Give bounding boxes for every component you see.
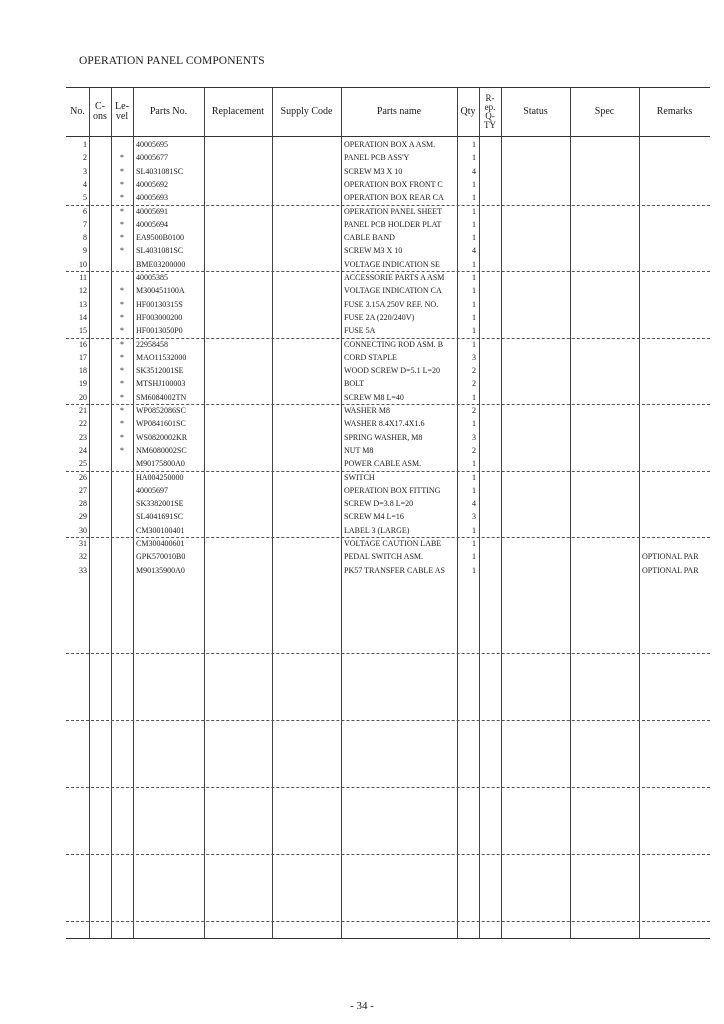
table-row <box>66 564 710 577</box>
cell-level: * <box>120 352 124 362</box>
cell-parts-name: PK57 TRANSFER CABLE AS <box>344 565 445 575</box>
cell-no: 16 <box>79 339 87 349</box>
cell-parts-no: SL4041691SC <box>136 512 184 522</box>
cell-parts-no: HF00130315S <box>136 299 183 309</box>
table-row <box>66 417 710 430</box>
cell-parts-name: OPERATION BOX REAR CA <box>344 193 444 203</box>
cell-no: 14 <box>79 312 87 322</box>
cell-remarks <box>642 138 710 151</box>
cell-parts-no: WP0852086SC <box>136 406 186 415</box>
cell-qty: 4 <box>472 499 476 509</box>
cell-level <box>111 271 133 284</box>
cell-parts-name: POWER CABLE ASM. <box>344 459 422 469</box>
cell-qty: 1 <box>472 273 476 282</box>
table-row <box>66 138 710 151</box>
cell-qty: 1 <box>472 299 476 309</box>
cell-parts-name: SCREW M8 L=40 <box>344 392 404 402</box>
table-row <box>66 231 710 244</box>
cell-qty: 2 <box>472 406 476 415</box>
header-replacement: Replacement <box>211 106 265 117</box>
cell-remarks <box>642 457 710 470</box>
cell-parts-no: 40005695 <box>136 140 168 149</box>
cell-remarks <box>642 351 710 364</box>
group-separator <box>66 921 710 922</box>
cell-qty: 1 <box>472 339 476 349</box>
cell-no: 28 <box>79 499 87 509</box>
header-parts-name: Parts name <box>376 106 422 117</box>
cell-parts-no: SL4031081SC <box>136 166 184 176</box>
cell-qty: 1 <box>472 286 476 296</box>
cell-parts-no: MAO11532000 <box>136 352 187 362</box>
cell-parts-name: FUSE 3.15A 250V REF. NO. <box>344 299 439 309</box>
cell-parts-no: GPK570010B0 <box>136 552 186 562</box>
cell-level <box>111 484 133 497</box>
cell-remarks <box>642 205 710 218</box>
cell-parts-name: CORD STAPLE <box>344 352 397 362</box>
header-rep-qty: R- ep. Q- TY <box>484 93 496 130</box>
cell-no: 32 <box>79 552 87 562</box>
table-row <box>66 364 710 377</box>
header-remarks: Remarks <box>656 106 693 117</box>
cell-parts-name: SCREW M4 L=16 <box>344 512 404 522</box>
group-separator <box>66 404 710 405</box>
header-cons: C- ons <box>93 101 107 122</box>
cell-parts-no: SM6084002TN <box>136 392 187 402</box>
table-row <box>66 524 710 537</box>
cell-qty: 1 <box>472 140 476 149</box>
cell-parts-name: PANEL PCB HOLDER PLAT <box>344 219 442 229</box>
cell-level: * <box>120 166 124 176</box>
header-no: No. <box>70 106 85 117</box>
cell-level: * <box>120 392 124 402</box>
table-row <box>66 471 710 484</box>
cell-parts-name: CONNECTING ROD ASM. B <box>344 339 444 349</box>
cell-parts-name: SWITCH <box>344 472 375 482</box>
table-row <box>66 550 710 563</box>
table-row <box>66 484 710 497</box>
cell-qty: 1 <box>472 565 476 575</box>
cell-qty: 1 <box>472 153 476 163</box>
cell-no: 3 <box>83 166 87 176</box>
cell-parts-no: M90175800A0 <box>136 459 185 469</box>
header-level: Le- vel <box>115 101 129 122</box>
cell-remarks <box>642 244 710 257</box>
cell-level: * <box>120 326 124 336</box>
table-row <box>66 324 710 337</box>
cell-parts-no: BME03200000 <box>136 259 186 269</box>
cell-qty: 1 <box>472 193 476 203</box>
group-separator <box>66 653 710 654</box>
cell-qty: 1 <box>472 312 476 322</box>
cell-no: 10 <box>79 259 87 269</box>
group-separator <box>66 537 710 538</box>
cell-remarks <box>642 510 710 523</box>
cell-parts-name: PANEL PCB ASS'Y <box>344 153 410 163</box>
table-row <box>66 457 710 470</box>
cell-remarks <box>642 497 710 510</box>
group-separator <box>66 720 710 721</box>
cell-parts-name: CABLE BAND <box>344 233 395 243</box>
cell-level: * <box>120 153 124 163</box>
cell-parts-no: CM300400601 <box>136 539 185 548</box>
cell-level: * <box>120 193 124 203</box>
cell-level <box>111 550 133 563</box>
cell-parts-no: SL4031081SC <box>136 246 184 256</box>
cell-remarks <box>642 338 710 351</box>
cell-no: 8 <box>83 233 87 243</box>
cell-no: 2 <box>83 153 87 163</box>
cell-remarks <box>642 258 710 271</box>
cell-level: * <box>120 339 124 349</box>
cell-no: 7 <box>83 219 87 229</box>
cell-qty: 1 <box>472 219 476 229</box>
group-separator <box>66 338 710 339</box>
cell-parts-no: 40005692 <box>136 179 168 189</box>
cell-qty: 4 <box>472 166 476 176</box>
table-header <box>66 88 710 137</box>
table-row <box>66 218 710 231</box>
cell-remarks <box>642 271 710 284</box>
table-row <box>66 258 710 271</box>
cell-parts-no: M300451100A <box>136 286 185 296</box>
cell-no: 17 <box>79 352 87 362</box>
cell-parts-no: CM300100401 <box>136 525 185 535</box>
group-separator <box>66 787 710 788</box>
cell-parts-no: EA9500B0100 <box>136 233 184 243</box>
cell-level <box>111 471 133 484</box>
cell-parts-no: HF003000200 <box>136 312 183 322</box>
table-row <box>66 165 710 178</box>
cell-parts-name: VOLTAGE INDICATION SE <box>344 259 440 269</box>
cell-qty: 3 <box>472 512 476 522</box>
cell-no: 12 <box>79 286 87 296</box>
cell-parts-name: VOLTAGE CAUTION LABE <box>344 539 442 548</box>
table-row <box>66 191 710 204</box>
cell-no: 27 <box>79 485 87 495</box>
table-row <box>66 271 710 284</box>
cell-parts-name: SCREW M3 X 10 <box>344 246 403 256</box>
cell-remarks <box>642 404 710 417</box>
cell-qty: 1 <box>472 485 476 495</box>
cell-no: 15 <box>79 326 87 336</box>
cell-level: * <box>120 379 124 389</box>
cell-parts-no: SK3382001SE <box>136 499 184 509</box>
cell-remarks <box>642 484 710 497</box>
cell-parts-name: VOLTAGE INDICATION CA <box>344 286 442 296</box>
cell-remarks <box>642 417 710 430</box>
cell-level: * <box>120 445 124 455</box>
cell-parts-name: ACCESSORIE PARTS A ASM <box>344 273 445 282</box>
cell-remarks <box>642 231 710 244</box>
cell-parts-no: MTSHJ100003 <box>136 379 186 389</box>
cell-parts-no: WP0841601SC <box>136 419 186 429</box>
cell-parts-no: M90135900A0 <box>136 565 185 575</box>
cell-remarks <box>642 324 710 337</box>
cell-qty: 4 <box>472 246 476 256</box>
cell-level: * <box>120 432 124 442</box>
cell-level: * <box>120 419 124 429</box>
cell-parts-no: 22958458 <box>136 339 168 349</box>
cell-no: 33 <box>79 565 87 575</box>
cell-parts-no: SK3512001SE <box>136 366 184 376</box>
cell-no: 31 <box>79 539 87 548</box>
cell-qty: 1 <box>472 259 476 269</box>
table-row <box>66 351 710 364</box>
cell-remarks <box>642 191 710 204</box>
cell-level <box>111 564 133 577</box>
cell-no: 29 <box>79 512 87 522</box>
table-row <box>66 298 710 311</box>
cell-parts-name: OPERATION BOX FITTING <box>344 485 441 495</box>
table-row <box>66 537 710 550</box>
cell-qty: 2 <box>472 366 476 376</box>
cell-qty: 1 <box>472 459 476 469</box>
cell-parts-no: 40005691 <box>136 206 168 216</box>
header-spec: Spec <box>594 106 615 117</box>
cell-level: * <box>120 299 124 309</box>
cell-parts-no: 40005697 <box>136 485 168 495</box>
cell-no: 30 <box>79 525 87 535</box>
cell-qty: 1 <box>472 326 476 336</box>
cell-qty: 2 <box>472 445 476 455</box>
cell-level: * <box>120 246 124 256</box>
cell-parts-no: NM6080002SC <box>136 445 187 455</box>
cell-remarks <box>642 444 710 457</box>
cell-qty: 1 <box>472 539 476 548</box>
table-row <box>66 431 710 444</box>
cell-remarks <box>642 218 710 231</box>
cell-no: 6 <box>83 206 87 216</box>
cell-parts-name: WASHER 8.4X17.4X1.6 <box>344 419 425 429</box>
table-row <box>66 338 710 351</box>
cell-no: 4 <box>83 179 87 189</box>
cell-level: * <box>120 179 124 189</box>
cell-remarks <box>642 471 710 484</box>
cell-parts-name: PEDAL SWITCH ASM. <box>344 552 424 562</box>
cell-remarks <box>642 151 710 164</box>
cell-remarks <box>642 311 710 324</box>
cell-parts-name: SCREW M3 X 10 <box>344 166 403 176</box>
table-row <box>66 311 710 324</box>
cell-remarks <box>642 431 710 444</box>
cell-no: 19 <box>79 379 87 389</box>
cell-level <box>111 524 133 537</box>
table-row <box>66 377 710 390</box>
cell-no: 11 <box>79 273 87 282</box>
cell-level: * <box>120 233 124 243</box>
cell-parts-name: BOLT <box>344 379 365 389</box>
cell-level <box>111 510 133 523</box>
table-row <box>66 244 710 257</box>
cell-parts-no: WS0820002KR <box>136 432 188 442</box>
cell-no: 24 <box>79 445 87 455</box>
cell-remarks: OPTIONAL PAR <box>642 552 699 562</box>
cell-level <box>111 138 133 151</box>
cell-remarks: OPTIONAL PAR <box>642 565 699 575</box>
cell-level <box>111 457 133 470</box>
cell-level: * <box>120 206 124 216</box>
cell-qty: 1 <box>472 419 476 429</box>
header-status: Status <box>523 106 548 117</box>
table-row <box>66 205 710 218</box>
cell-remarks <box>642 364 710 377</box>
cell-no: 25 <box>79 459 87 469</box>
cell-parts-no: 40005385 <box>136 273 168 282</box>
cell-level: * <box>120 219 124 229</box>
header-parts-no: Parts No. <box>149 106 188 117</box>
cell-parts-no: HF0013050P0 <box>136 326 183 336</box>
cell-no: 5 <box>83 193 87 203</box>
cell-parts-no: 40005677 <box>136 153 168 163</box>
cell-parts-name: FUSE 2A (220/240V) <box>344 312 415 322</box>
cell-parts-name: WASHER M8 <box>344 406 391 415</box>
cell-qty: 1 <box>472 472 476 482</box>
cell-level <box>111 497 133 510</box>
cell-level: * <box>120 312 124 322</box>
cell-no: 18 <box>79 366 87 376</box>
table-row <box>66 510 710 523</box>
table-row <box>66 151 710 164</box>
table-row <box>66 178 710 191</box>
cell-parts-name: OPERATION BOX A ASM. <box>344 140 436 149</box>
cell-qty: 2 <box>472 379 476 389</box>
cell-parts-name: OPERATION PANEL SHEET <box>344 206 443 216</box>
header-supply-code: Supply Code <box>280 106 333 117</box>
cell-remarks <box>642 377 710 390</box>
cell-parts-name: SCREW D=3.8 L=20 <box>344 499 414 509</box>
cell-parts-name: LABEL 3 (LARGE) <box>344 525 410 535</box>
cell-qty: 1 <box>472 525 476 535</box>
cell-parts-name: WOOD SCREW D=5.1 L=20 <box>344 366 440 376</box>
cell-level <box>111 537 133 550</box>
cell-parts-name: NUT M8 <box>344 445 374 455</box>
cell-parts-name: OPERATION BOX FRONT C <box>344 179 443 189</box>
cell-remarks <box>642 178 710 191</box>
cell-no: 22 <box>79 419 87 429</box>
cell-parts-no: 40005694 <box>136 219 168 229</box>
cell-level <box>111 258 133 271</box>
cell-qty: 1 <box>472 233 476 243</box>
page-number: - 34 - <box>350 1000 374 1012</box>
cell-remarks <box>642 165 710 178</box>
table-row <box>66 404 710 417</box>
cell-remarks <box>642 298 710 311</box>
cell-no: 1 <box>83 140 87 149</box>
group-separator <box>66 854 710 855</box>
cell-parts-no: HA004250000 <box>136 472 184 482</box>
cell-remarks <box>642 524 710 537</box>
parts-table <box>66 87 710 939</box>
table-row <box>66 284 710 297</box>
table-row <box>66 444 710 457</box>
cell-no: 23 <box>79 432 87 442</box>
table-row <box>66 391 710 404</box>
cell-remarks <box>642 284 710 297</box>
cell-level: * <box>120 366 124 376</box>
cell-qty: 1 <box>472 179 476 189</box>
cell-no: 26 <box>79 472 87 482</box>
cell-no: 21 <box>79 406 87 415</box>
cell-qty: 1 <box>472 552 476 562</box>
cell-remarks <box>642 391 710 404</box>
cell-parts-name: SPRING WASHER, M8 <box>344 432 423 442</box>
cell-level: * <box>120 406 124 415</box>
cell-no: 9 <box>83 246 87 256</box>
cell-no: 20 <box>79 392 87 402</box>
cell-remarks <box>642 537 710 550</box>
group-separator <box>66 471 710 472</box>
group-separator <box>66 271 710 272</box>
group-separator <box>66 205 710 206</box>
table-row <box>66 497 710 510</box>
cell-no: 13 <box>79 299 87 309</box>
cell-parts-name: FUSE 5A <box>344 326 376 336</box>
cell-level: * <box>120 286 124 296</box>
cell-qty: 1 <box>472 206 476 216</box>
cell-qty: 1 <box>472 392 476 402</box>
cell-parts-no: 40005693 <box>136 193 168 203</box>
page-title: OPERATION PANEL COMPONENTS <box>79 55 265 67</box>
header-qty: Qty <box>460 106 476 117</box>
cell-qty: 3 <box>472 432 476 442</box>
cell-qty: 3 <box>472 352 476 362</box>
